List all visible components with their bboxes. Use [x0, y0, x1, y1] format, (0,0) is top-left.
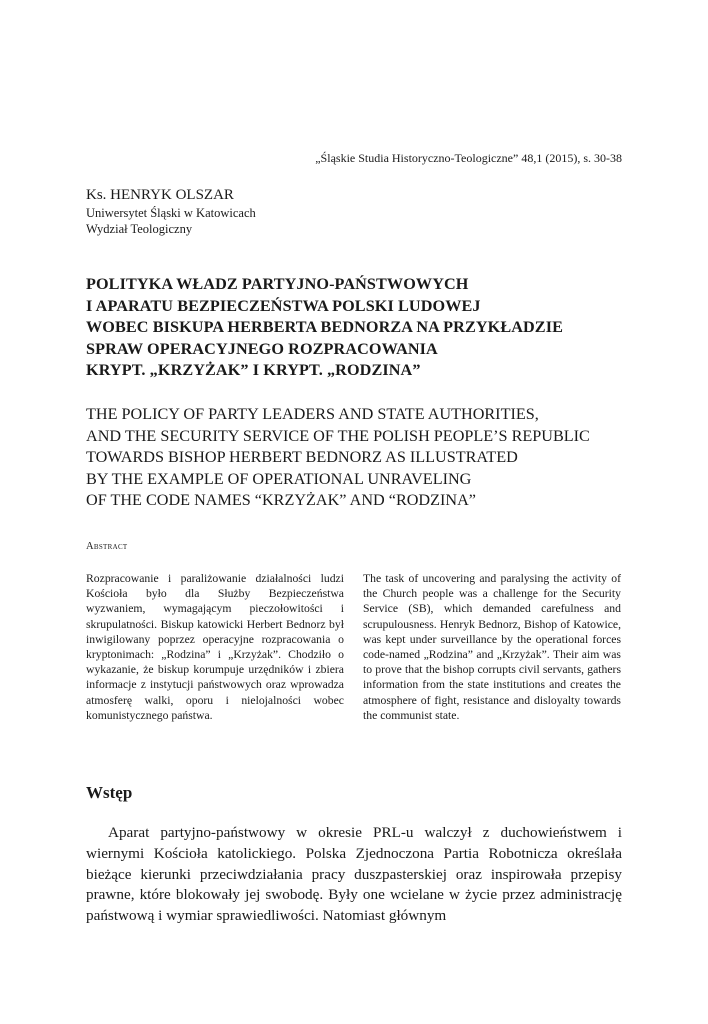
abstract-polish: Rozpracowanie i paraliżowanie działalności ludzi Kościoła było dla Służby Bezpieczeństwa wyzwaniem, wymagającym pieczołowitości i skrupulatności. Biskup katowicki Herbert Bednorz był inwigilowany poprzez operacyjne rozpracowania o kryptonimach: „Rodzina” i „Krzyżak”. Chodziło o wykazanie, że biskup korumpuje urzędników i zbiera informacje z instytucji państwowych oraz wprowadza atmosferę walki, oporu i nielojalności wobec komunistycznego państwa. [86, 572, 344, 722]
title-polish [86, 274, 646, 382]
author-name: Ks. HENRYK OLSZAR [86, 187, 234, 203]
title-en-line: THE POLICY OF PARTY LEADERS AND STATE AUTHORITIES, [86, 405, 539, 423]
title-en-line: OF THE CODE NAMES “KRZYŻAK” AND “RODZINA” [86, 491, 476, 509]
title-pl-line: POLITYKA WŁADZ PARTYJNO-PAŃSTWOWYCH [86, 275, 469, 293]
title-pl-line: I APARATU BEZPIECZEŃSTWA POLSKI LUDOWEJ [86, 296, 481, 315]
title-pl-line: WOBEC BISKUPA HERBERTA BEDNORZA NA PRZYKŁADZIE [86, 318, 564, 336]
title-en-line: TOWARDS BISHOP HERBERT BEDNORZ AS ILLUSTRATED [86, 448, 518, 466]
affiliation-university: Uniwersytet Śląski w Katowicach [86, 206, 256, 220]
title-english [86, 404, 646, 512]
title-pl-line: SPRAW OPERACYJNEGO ROZPRACOWANIA [86, 339, 438, 358]
affiliation-faculty: Wydział Teologiczny [86, 222, 193, 236]
title-en-line: AND THE SECURITY SERVICE OF THE POLISH PEOPLE’S REPUBLIC [86, 426, 590, 445]
title-en-line: BY THE EXAMPLE OF OPERATIONAL UNRAVELING [86, 469, 472, 488]
author-block [86, 186, 256, 237]
abstract-english: The task of uncovering and paralysing the activity of the Church people was a challenge for the Security Service (SB), which demanded carefulness and scrupulousness. Henryk Bednorz, Bishop of Katowice, was kept under surveillance by the operational forces code-named „Rodzina” and „Krzyżak”. Their aim was to prove that the bishop corrupts civil servants, gathers information from the state institutions and creates the atmosphere of fight, resistance and disloyalty towards the communist state. [363, 572, 621, 722]
body-paragraph: Aparat partyjno-państwowy w okresie PRL-u walczył z duchowieństwem i wiernymi Kościoła katolickiego. Polska Zjednoczona Partia Robotnicza określała bieżące kierunki przeciwdziałania pracy duszpasterskiej oraz inspirowała przepisy prawne, które blokowały jej swobodę. Były one wcielane w życie przez administrację państwową i wymiar sprawiedliwości. Natomiast głównym [86, 824, 622, 925]
abstract-heading: Abstract [86, 541, 128, 552]
title-pl-line: KRYPT. „KRZYŻAK” I KRYPT. „RODZINA” [86, 361, 421, 379]
journal-reference: „Śląskie Studia Historyczno-Teologiczne” 48,1 (2015), s. 30-38 [315, 151, 622, 165]
section-heading: Wstęp [86, 783, 133, 802]
